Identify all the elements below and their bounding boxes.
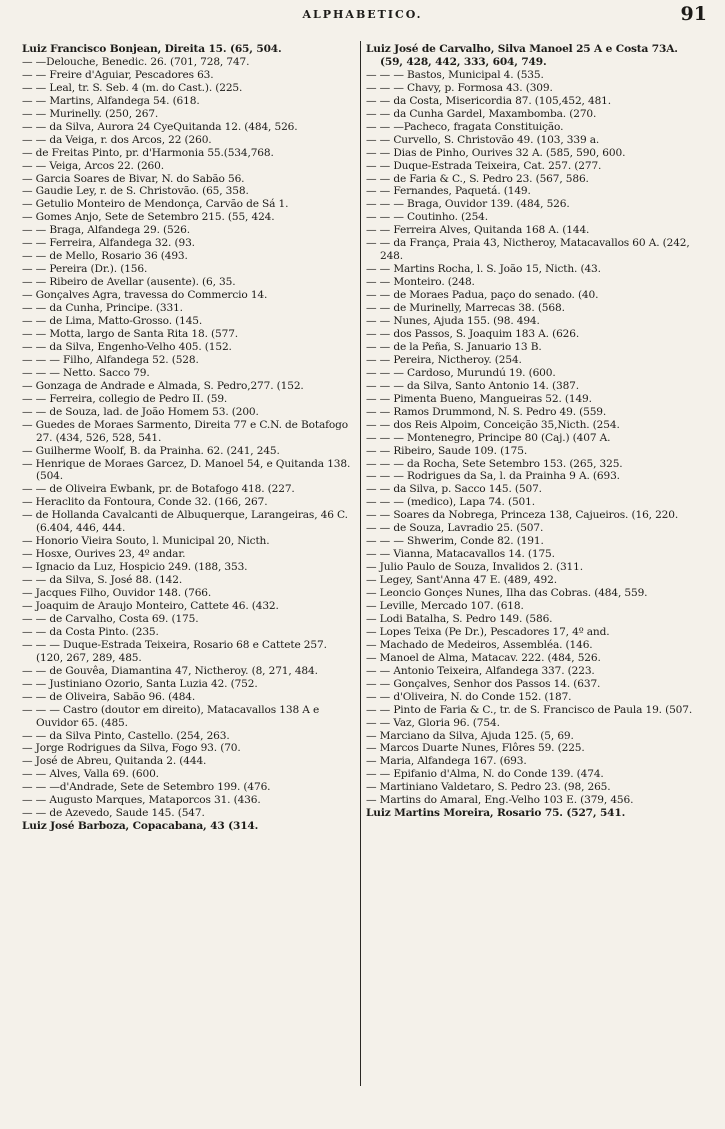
directory-entry: — — dos Reis Alpoim, Conceição 35,Nicth. (254.	[366, 418, 620, 431]
directory-entry: — Lodi Batalha, S. Pedro 149. (586.	[366, 612, 553, 625]
directory-entry: — —Delouche, Benedic. 26. (701, 728, 747.	[22, 55, 250, 68]
directory-entry: — Leville, Mercado 107. (618.	[366, 599, 524, 612]
directory-entry: — — Vaz, Gloria 96. (754.	[366, 716, 500, 729]
directory-entry: — — da Silva, S. José 88. (142.	[22, 574, 183, 587]
directory-entry: — — da Silva, p. Sacco 145. (507.	[366, 483, 542, 496]
directory-entry: — — Alves, Valla 69. (600.	[22, 768, 159, 781]
directory-entry: — — Duque-Estrada Teixeira, Cat. 257. (277.	[366, 159, 602, 172]
directory-entry: — — — Braga, Ouvidor 139. (484, 526.	[366, 198, 570, 211]
directory-entry: — — Ferreira, collegio de Pedro II. (59.	[22, 392, 228, 405]
directory-entry: — — da Silva, Aurora 24 CyeQuitanda 12. (484, 526.	[22, 120, 298, 133]
directory-entry: — — da Costa Pinto. (235.	[22, 625, 159, 638]
directory-entry: — — Martins, Alfandega 54. (618.	[22, 94, 200, 107]
directory-entry: — — Motta, largo de Santa Rita 18. (577.	[22, 327, 239, 340]
directory-entry: Luiz Francisco Bonjean, Direita 15. (65, 504.	[22, 43, 282, 55]
directory-entry: — Guedes de Moraes Sarmento, Direita 77 e C.N. de Botafogo 27. (434, 526, 528, 541.	[22, 418, 352, 444]
left-column	[22, 43, 356, 833]
directory-entry: — — de Moraes Padua, paço do senado. (40.	[366, 289, 599, 302]
directory-entry: — — Fernandes, Paquetá. (149.	[366, 185, 531, 198]
directory-entry: — Gomes Anjo, Sete de Setembro 215. (55, 424.	[22, 211, 275, 224]
directory-entry: — — Freire d'Aguiar, Pescadores 63.	[22, 68, 214, 81]
directory-entry: — — Veiga, Arcos 22. (260.	[22, 159, 164, 172]
directory-entry: — — — Filho, Alfandega 52. (528.	[22, 353, 199, 366]
directory-entry: — — de Carvalho, Costa 69. (175.	[22, 612, 199, 625]
directory-entry: — — Monteiro. (248.	[366, 276, 475, 289]
directory-entry: — — Pereira, Nictheroy. (254.	[366, 353, 522, 366]
directory-entry: — Marcos Duarte Nunes, Flôres 59. (225.	[366, 742, 585, 755]
directory-entry: — Heraclito da Fontoura, Conde 32. (166, 267.	[22, 496, 268, 509]
directory-entry: — — da França, Praia 43, Nictheroy, Matacavallos 60 A. (242, 248.	[366, 237, 693, 263]
directory-entry: — Legey, Sant'Anna 47 E. (489, 492.	[366, 574, 557, 587]
directory-entry: — — — da Silva, Santo Antonio 14. (387.	[366, 379, 579, 392]
directory-entry: — Getulio Monteiro de Mendonça, Carvão de Sá 1.	[22, 198, 289, 211]
directory-entry: — — — Duque-Estrada Teixeira, Rosario 68 e Cattete 257. (120, 267, 289, 485.	[22, 638, 331, 664]
running-header: ALPHABETICO.	[302, 8, 423, 21]
directory-entry: — Lopes Teixa (Pe Dr.), Pescadores 17, 4º and.	[366, 625, 610, 638]
directory-entry: — — de Souza, Lavradio 25. (507.	[366, 522, 544, 535]
directory-entry: — — Pinto de Faria & C., tr. de S. Francisco de Paula 19. (507.	[366, 703, 693, 716]
directory-entry: — Leoncio Gonçes Nunes, Ilha das Cobras. (484, 559.	[366, 587, 648, 600]
directory-entry: — — da Silva Pinto, Castello. (254, 263.	[22, 729, 230, 742]
directory-entry: — — — Netto. Sacco 79.	[22, 366, 150, 379]
directory-entry: — — —d'Andrade, Sete de Setembro 199. (476.	[22, 781, 271, 794]
directory-entry: — — Antonio Teixeira, Alfandega 337. (223.	[366, 664, 595, 677]
directory-entry: — — —Pacheco, fragata Constituição.	[366, 120, 564, 133]
directory-entry: — — de Oliveira, Sabão 96. (484.	[22, 690, 196, 703]
directory-entry: — Guilherme Woolf, B. da Prainha. 62. (241, 245.	[22, 444, 280, 457]
directory-entry: — — Leal, tr. S. Seb. 4 (m. do Cast.). (225.	[22, 81, 243, 94]
directory-entry: — Machado de Medeiros, Assembléa. (146.	[366, 638, 593, 651]
directory-entry: — — Pereira (Dr.). (156.	[22, 263, 148, 276]
directory-entry: — — de Lima, Matto-Grosso. (145.	[22, 315, 203, 328]
directory-entry: — José de Abreu, Quitanda 2. (444.	[22, 755, 207, 768]
directory-entry: Luiz José de Carvalho, Silva Manoel 25 A e Costa 73A. (59, 428, 442, 333, 604, 749.	[366, 43, 682, 68]
page-number: 91	[680, 3, 707, 25]
directory-entry: — — Pimenta Bueno, Mangueiras 52. (149.	[366, 392, 592, 405]
directory-entry: — — da Cunha Gardel, Maxambomba. (270.	[366, 107, 597, 120]
directory-entry: — — de Mello, Rosario 36 (493.	[22, 250, 188, 263]
directory-entry: — — de Murinelly, Marrecas 38. (568.	[366, 302, 565, 315]
directory-entry: — — — Montenegro, Principe 80 (Caj.) (407 A.	[366, 431, 611, 444]
directory-entry: — — Vianna, Matacavallos 14. (175.	[366, 548, 555, 561]
directory-entry: — Garcia Soares de Bivar, N. do Sabão 56.	[22, 172, 245, 185]
directory-entry: — Henrique de Moraes Garcez, D. Manoel 54, e Quitanda 138. (504.	[22, 457, 354, 483]
directory-entry: — — Nunes, Ajuda 155. (98. 494.	[366, 315, 540, 328]
directory-entry: — Manoel de Alma, Matacav. 222. (484, 526.	[366, 651, 601, 664]
directory-entry: — — Justiniano Ozorio, Santa Luzia 42. (752.	[22, 677, 258, 690]
directory-entry: — Julio Paulo de Souza, Invalidos 2. (311.	[366, 561, 583, 574]
directory-entry: — — de la Peña, S. Januario 13 B.	[366, 340, 542, 353]
directory-entry: — de Hollanda Cavalcanti de Albuquerque, Larangeiras, 46 C. (6.404, 446, 444.	[22, 509, 352, 535]
directory-entry: — — da Silva, Engenho-Velho 405. (152.	[22, 340, 232, 353]
directory-entry: — — Martins Rocha, l. S. João 15, Nicth. (43.	[366, 263, 601, 276]
directory-entry: — — de Gouvêa, Diamantina 47, Nictheroy. (8, 271, 484.	[22, 664, 318, 677]
directory-entry: — — Ribeiro, Saude 109. (175.	[366, 444, 528, 457]
directory-entry: — — da Veiga, r. dos Arcos, 22 (260.	[22, 133, 212, 146]
directory-entry: — Jorge Rodrigues da Silva, Fogo 93. (70.	[22, 742, 241, 755]
directory-entry: — Gaudie Ley, r. de S. Christovão. (65, 358.	[22, 185, 249, 198]
directory-entry: — Gonçalves Agra, travessa do Commercio 14.	[22, 289, 268, 302]
directory-entry: — — Dias de Pinho, Ourives 32 A. (585, 590, 600.	[366, 146, 626, 159]
directory-entry: — — — Shwerim, Conde 82. (191.	[366, 535, 544, 548]
directory-entry: — — Epifanio d'Alma, N. do Conde 139. (474.	[366, 768, 604, 781]
directory-entry: — — Soares da Nobrega, Princeza 138, Cajueiros. (16, 220.	[366, 509, 679, 522]
directory-entry: — — Ferreira Alves, Quitanda 168 A. (144.	[366, 224, 590, 237]
directory-entry: — Honorio Vieira Souto, l. Municipal 20, Nicth.	[22, 535, 270, 548]
directory-entry: — — da Cunha, Principe. (331.	[22, 302, 183, 315]
directory-entry: — — de Oliveira Ewbank, pr. de Botafogo 418. (227.	[22, 483, 295, 496]
directory-entry: — — da Costa, Misericordia 87. (105,452, 481.	[366, 94, 611, 107]
directory-entry: — — — da Rocha, Sete Setembro 153. (265, 325.	[366, 457, 623, 470]
directory-entry: — — — Cardoso, Murundú 19. (600.	[366, 366, 556, 379]
directory-entry: — Joaquim de Araujo Monteiro, Cattete 46. (432.	[22, 599, 279, 612]
directory-entry: — — Braga, Alfandega 29. (526.	[22, 224, 190, 237]
directory-entry: — — dos Passos, S. Joaquim 183 A. (626.	[366, 327, 580, 340]
directory-entry: — Ignacio da Luz, Hospicio 249. (188, 353.	[22, 561, 248, 574]
directory-entry: — — — (medico), Lapa 74. (501.	[366, 496, 535, 509]
directory-entry: — Gonzaga de Andrade e Almada, S. Pedro,277. (152.	[22, 379, 304, 392]
right-column	[366, 43, 704, 820]
directory-entry: — — de Souza, lad. de João Homem 53. (200.	[22, 405, 259, 418]
directory-entry: — — Ferreira, Alfandega 32. (93.	[22, 237, 195, 250]
directory-entry: — — — Rodrigues da Sa, l. da Prainha 9 A. (693.	[366, 470, 620, 483]
directory-entry: — Maria, Alfandega 167. (693.	[366, 755, 527, 768]
directory-entry: Luiz José Barboza, Copacabana, 43 (314.	[22, 820, 259, 833]
directory-entry: — — Curvello, S. Christovão 49. (103, 339 a.	[366, 133, 600, 146]
directory-entry: — — d'Oliveira, N. do Conde 152. (187.	[366, 690, 572, 703]
directory-entry: — de Freitas Pinto, pr. d'Harmonia 55.(534,768.	[22, 146, 274, 159]
directory-entry: — — — Bastos, Municipal 4. (535.	[366, 68, 544, 81]
column-divider	[360, 41, 361, 1086]
directory-entry: — Hosxe, Ourives 23, 4º andar.	[22, 548, 186, 561]
directory-entry: — — — Castro (doutor em direito), Matacavallos 138 A e Ouvidor 65. (485.	[22, 703, 323, 729]
directory-entry: — — — Chavy, p. Formosa 43. (309.	[366, 81, 553, 94]
directory-entry: — — — Coutinho. (254.	[366, 211, 488, 224]
directory-entry: — Martiniano Valdetaro, S. Pedro 23. (98, 265.	[366, 781, 611, 794]
directory-entry: — — de Azevedo, Saude 145. (547.	[22, 807, 205, 820]
directory-entry: — Jacques Filho, Ouvidor 148. (766.	[22, 587, 212, 600]
directory-entry: — — de Faria & C., S. Pedro 23. (567, 586.	[366, 172, 589, 185]
directory-entry: — — Murinelly. (250, 267.	[22, 107, 159, 120]
directory-entry: — — Gonçalves, Senhor dos Passos 14. (637.	[366, 677, 601, 690]
directory-entry: Luiz Martins Moreira, Rosario 75. (527, 541.	[366, 807, 626, 820]
directory-entry: — — Ribeiro de Avellar (ausente). (6, 35.	[22, 276, 236, 289]
directory-entry: — Martins do Amaral, Eng.-Velho 103 E. (379, 456.	[366, 794, 634, 807]
directory-entry: — — Augusto Marques, Mataporcos 31. (436.	[22, 794, 261, 807]
directory-entry: — Marciano da Silva, Ajuda 125. (5, 69.	[366, 729, 574, 742]
directory-entry: — — Ramos Drummond, N. S. Pedro 49. (559.	[366, 405, 607, 418]
